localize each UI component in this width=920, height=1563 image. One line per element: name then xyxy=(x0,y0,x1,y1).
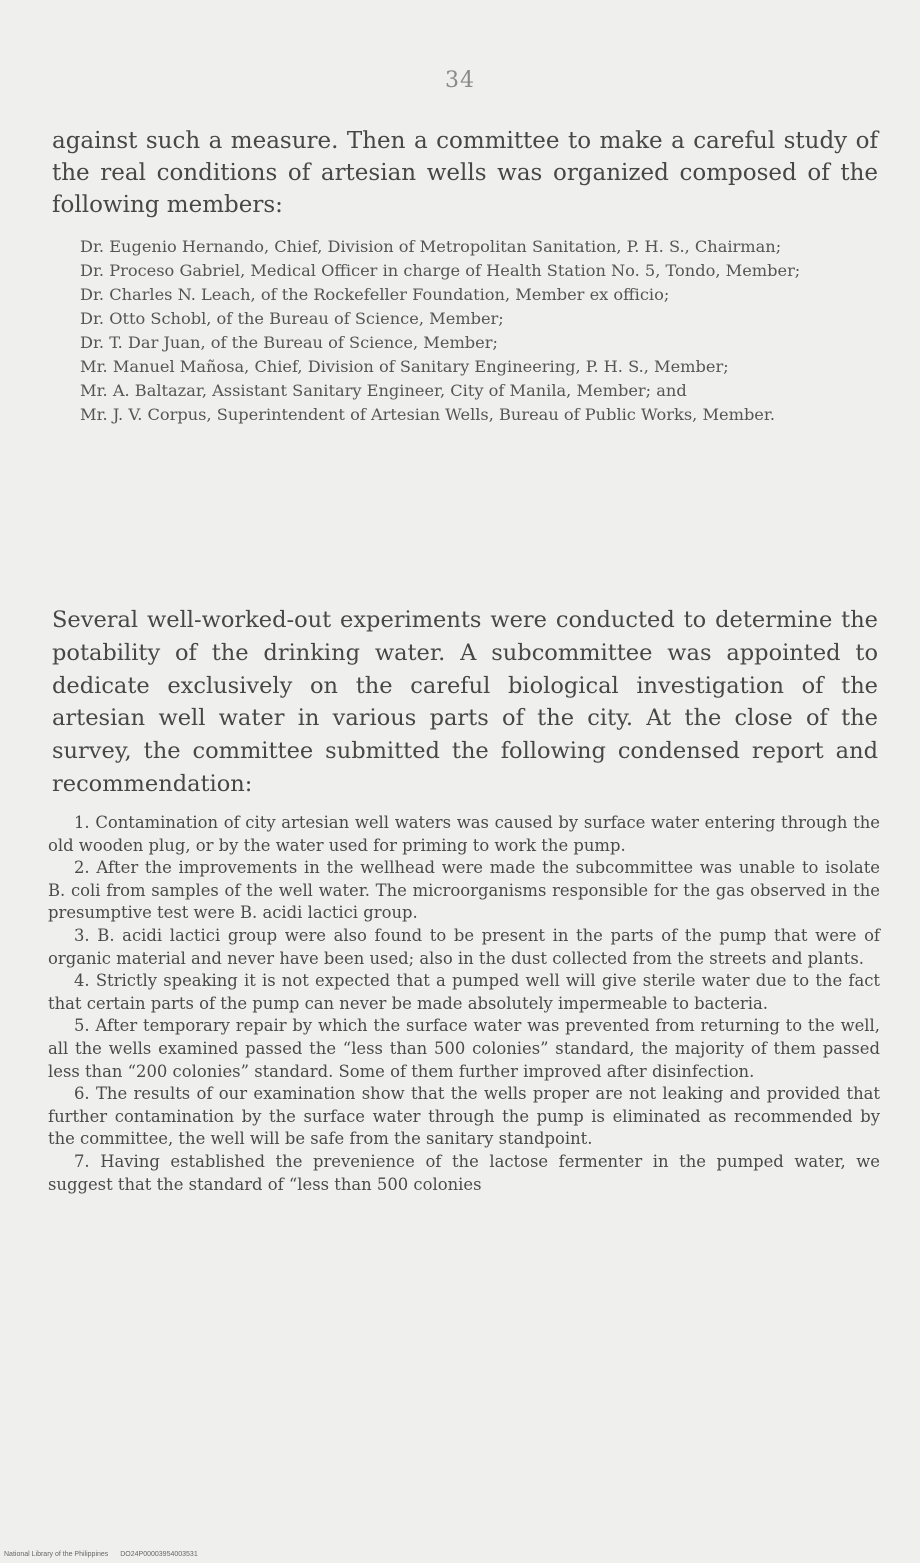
report-item: 7. Having established the prevenience of the lactose fermenter in the pumped water, we suggest that the standard of “less than 500 colonies xyxy=(48,1151,880,1194)
report-item: 1. Contamination of city artesian well waters was caused by surface water entering through the old wooden plug, or by the water used for priming to work the pump. xyxy=(48,813,880,855)
member-entry: Mr. J. V. Corpus, Superintendent of Artesian Wells, Bureau of Public Works, Member. xyxy=(80,405,775,424)
report-item: 6. The results of our examination show that the wells proper are not leaking and provided that further contamination by the surface water through the pump is eliminated as recommended by the committee, the well will be safe from the sanitary standpoint. xyxy=(48,1084,880,1149)
member-entry: Dr. Charles N. Leach, of the Rockefeller Foundation, Member ex officio; xyxy=(80,285,670,304)
report-item: 5. After temporary repair by which the surface water was prevented from returning to the well, all the wells examined passed the “less than 500 colonies” standard, the majority of them passed less than “200 colonies” standard. Some of them further improved after disinfection. xyxy=(48,1016,880,1081)
report-list xyxy=(48,812,880,1196)
member-entry: Dr. Proceso Gabriel, Medical Officer in charge of Health Station No. 5, Tondo, Member; xyxy=(80,261,801,280)
member-entry: Mr. A. Baltazar, Assistant Sanitary Engineer, City of Manila, Member; and xyxy=(80,381,687,400)
member-entry: Dr. Eugenio Hernando, Chief, Division of Metropolitan Sanitation, P. H. S., Chairman; xyxy=(80,237,782,256)
committee-member-list xyxy=(52,236,878,428)
report-item: 2. After the improvements in the wellhead were made the subcommittee was unable to isolate B. coli from samples of the well water. The microorganisms responsible for the gas observed in the presumptive test were B. acidi lactici group. xyxy=(48,858,880,923)
scan-footer xyxy=(4,1551,198,1558)
member-entry: Dr. T. Dar Juan, of the Bureau of Science, Member; xyxy=(80,333,498,352)
intro-paragraph: against such a measure. Then a committee to make a careful study of the real conditions of artesian wells was organized composed of the following members: xyxy=(52,128,878,218)
survey-paragraph: Several well-worked-out experiments were conducted to determine the potability of the drinking water. A subcommittee was appointed to dedicate exclusively on the careful biological investigation of the artesian well water in various parts of the city. At the close of the survey, the committee submitted the following condensed report and recommendation: xyxy=(52,607,878,797)
page-number: 34 xyxy=(445,68,475,93)
member-entry: Dr. Otto Schobl, of the Bureau of Science, Member; xyxy=(80,309,504,328)
report-item: 4. Strictly speaking it is not expected that a pumped well will give sterile water due to the fact that certain parts of the pump can never be made absolutely impermeable to bacteria. xyxy=(48,971,880,1013)
member-entry: Mr. Manuel Mañosa, Chief, Division of Sanitary Engineering, P. H. S., Member; xyxy=(80,357,729,376)
footer-library: National Library of the Philippines xyxy=(4,1551,109,1558)
footer-code: DO24P00003954003531 xyxy=(120,1551,198,1558)
report-item: 3. B. acidi lactici group were also found to be present in the parts of the pump that were of organic material and never have been used; also in the dust collected from the streets and plants. xyxy=(48,925,880,968)
